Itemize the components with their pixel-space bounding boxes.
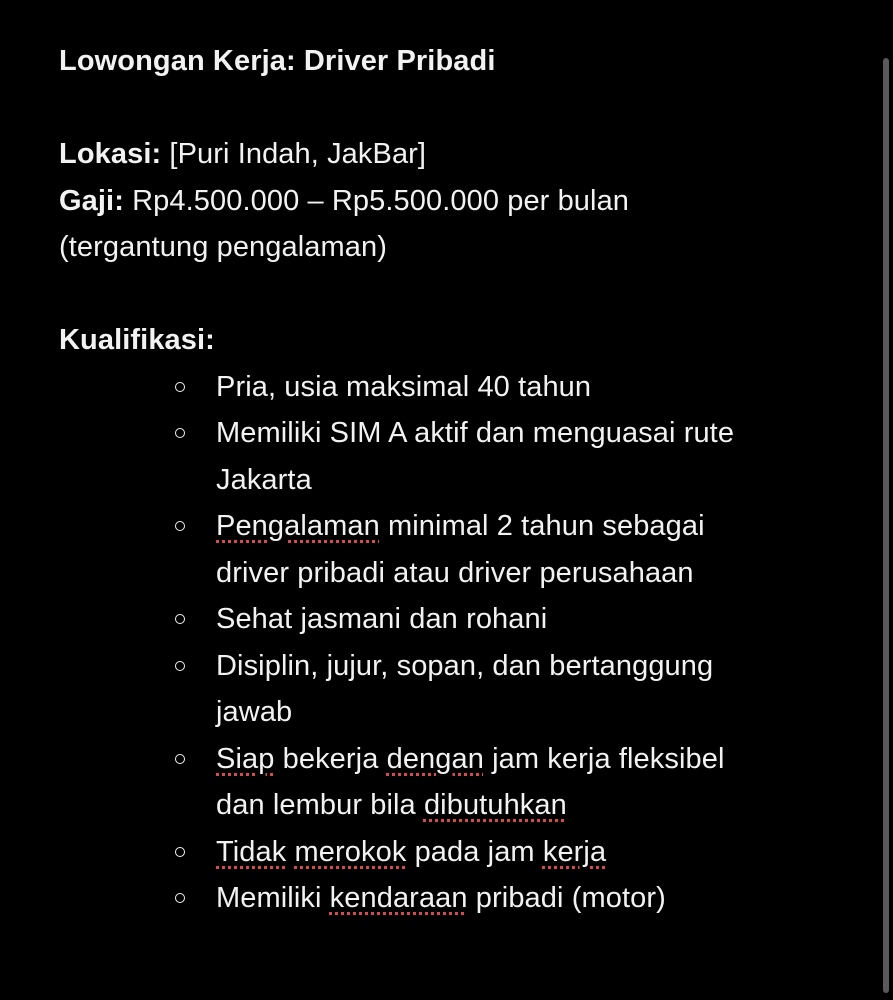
circle-bullet-icon [175, 661, 185, 671]
blank-line [59, 271, 839, 318]
vertical-scrollbar[interactable] [883, 58, 889, 993]
location-line [59, 131, 839, 178]
list-item [59, 643, 816, 736]
misspelled-word[interactable]: merokok [294, 835, 407, 868]
list-item-text-continued: dan lembur bila [216, 789, 424, 821]
list-item-text: Memiliki [216, 882, 330, 914]
list-item-text-continued: jawab [216, 696, 293, 728]
list-item-text: jam kerja fleksibel [483, 742, 725, 775]
list-item-text: pada jam [406, 835, 543, 868]
misspelled-word[interactable]: Siap [216, 742, 275, 775]
list-item-text: Memiliki SIM A aktif dan menguasai rute [216, 417, 735, 449]
list-item-text-continued: Jakarta [216, 463, 312, 496]
document-body[interactable] [59, 38, 839, 922]
list-item-text: Pria, usia maksimal 40 tahun [216, 370, 592, 403]
circle-bullet-icon [175, 382, 185, 392]
misspelled-word[interactable]: dibutuhkan [423, 789, 567, 821]
list-item [59, 596, 816, 643]
qualifications-heading: Kualifikasi: [59, 324, 215, 356]
circle-bullet-icon [175, 521, 185, 531]
list-item-text: pribadi (motor) [467, 882, 666, 914]
misspelled-word[interactable]: dengan [386, 742, 484, 775]
list-item-text: Sehat jasmani dan rohani [216, 603, 548, 635]
circle-bullet-icon [175, 754, 185, 764]
list-item-text: Disiplin, jujur, sopan, dan bertanggung [216, 649, 714, 682]
misspelled-word[interactable]: Pengalaman [216, 510, 380, 542]
list-item [59, 364, 816, 411]
blank-line [59, 85, 839, 132]
document-title: Lowongan Kerja: Driver Pribadi [59, 45, 496, 77]
misspelled-word[interactable]: kendaraan [329, 882, 468, 914]
list-item-text: bekerja [274, 742, 387, 775]
salary-line [59, 178, 839, 225]
list-item [59, 875, 816, 922]
location-value: [Puri Indah, JakBar] [169, 138, 427, 170]
misspelled-word[interactable]: Tidak [216, 835, 287, 868]
list-item-text-continued: driver pribadi atau driver perusahaan [216, 556, 694, 589]
list-item-text [286, 836, 294, 868]
salary-note: (tergantung pengalaman) [59, 231, 387, 263]
misspelled-word[interactable]: kerja [542, 835, 607, 868]
location-label: Lokasi: [59, 138, 162, 170]
list-item-text: minimal 2 tahun sebagai [379, 510, 705, 542]
circle-bullet-icon [175, 847, 185, 857]
circle-bullet-icon [175, 893, 185, 903]
qualifications-list [59, 364, 839, 922]
list-item [59, 736, 816, 829]
circle-bullet-icon [175, 428, 185, 438]
list-item [59, 410, 816, 503]
list-item [59, 503, 816, 596]
list-item [59, 829, 816, 876]
salary-value: Rp4.500.000 – Rp5.500.000 per bulan [132, 184, 630, 217]
salary-label: Gaji: [59, 184, 124, 217]
circle-bullet-icon [175, 614, 185, 624]
